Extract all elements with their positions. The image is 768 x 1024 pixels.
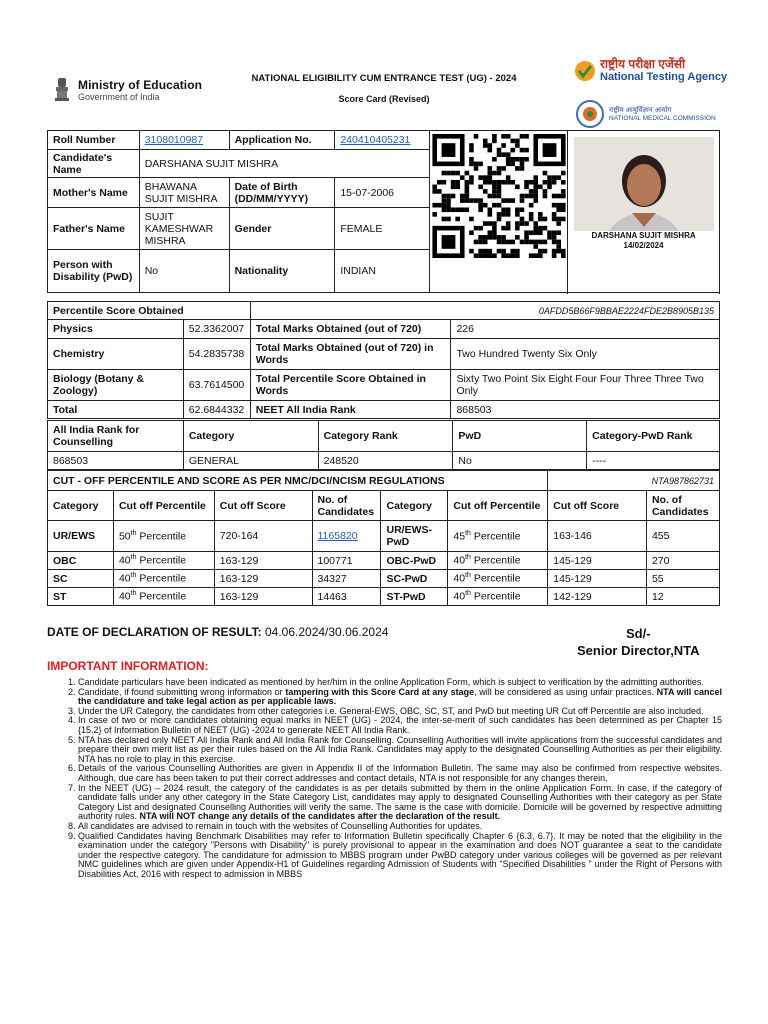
nationality-label: Nationality [229,250,335,293]
cutoff-cell-c1: OBC [48,552,114,570]
cutoff-cell-s2: 145-129 [548,552,647,570]
cutoff-cell-p1: 40th Percentile [113,588,214,606]
application-no-value[interactable] [335,131,430,150]
application-no-link[interactable]: 240410405231 [340,134,411,146]
photo-caption-name: DARSHANA SUJIT MISHRA [591,231,696,240]
cutoff-cell-s2: 142-129 [548,588,647,606]
total-marks-label: Total Marks Obtained (out of 720) [250,320,451,339]
mother-name-label: Mother's Name [48,178,140,208]
cutoff-cell-n1: 34327 [312,570,381,588]
gender-value: FEMALE [335,208,430,250]
ministry-name: Ministry of Education [78,78,203,92]
cutoff-cell-c1: ST [48,588,114,606]
roll-number-value[interactable] [139,131,229,150]
application-no-label: Application No. [229,131,335,150]
rank-category-rank-value: 248520 [318,452,453,470]
cutoff-cell-p1: 50th Percentile [113,521,214,552]
physics-label: Physics [48,320,184,339]
info-item: 6. Details of the various Counselling Authorities are given in Appendix II of the Information Bulletin. The same may also be confirmed from respective websites. Although, due care has been taken to put their correct addresses and contact details, NTA is not responsible for any changes therein. [78,764,722,783]
header [0,0,768,130]
nmc-english-name: NATIONAL MEDICAL COMMISSION [609,115,716,122]
cutoff-cell-c1: SC [48,570,114,588]
marks-words-value: Two Hundred Twenty Six Only [451,339,720,370]
cutoff-cell-s2: 145-129 [548,570,647,588]
cutoff-cell-c1: UR/EWS [48,521,114,552]
cutoff-header-5: Cut off Percentile [448,491,548,521]
photo-caption-date: 14/02/2024 [623,241,664,250]
percentile-words-value: Sixty Two Point Six Eight Four Four Three Three Two Only [451,370,720,401]
marks-words-label: Total Marks Obtained (out of 720) in Words [250,339,451,370]
biology-value: 63.7614500 [183,370,250,401]
nmc-hindi-name: राष्ट्रीय आयुर्विज्ञान आयोग [609,107,672,114]
nationality-value: INDIAN [335,250,430,293]
cutoff-cell-c2: SC-PwD [381,570,448,588]
info-item: 7. In the NEET (UG) – 2024 result, the category of the candidates is as per details submitted by them in the online Application Form. In case, if the category of candidate falls under any other category in the State Category List, candidates may apply to designated Counselling Authorities with their category as per State Category List and designated Counselling Authorities will verify the same. The same is the case with domicile. Domicile will be governed by respective admitting authority rules. NTA will NOT change any details of the candidates after the declaration of the result. [78,784,722,822]
cutoff-cell-p1: 40th Percentile [113,570,214,588]
candidate-photo-cell [568,131,720,293]
gender-label: Gender [229,208,335,250]
cutoff-cell-n2: 12 [646,588,719,606]
info-item: 9. Qualified Candidates having Benchmark Disabilities may refer to Information Bulletin specifically Chapter 6 {6.3, 6.7}. It may be noted that the eligibility in the examination under the category "Persons with Disability" is purely provisional to appear in the examination and does NOT guarantee a seat to the candidate under the respective category. The candidature for admission to MBBS program under PwBD category under various colleges will be governed as per relevant NMC guidelines which are given under Appendix-H1 of Guidelines regarding Admission of Students with "Specified Disabilities " under the Right of Persons with Disabilities Act, 2016 with respect to admission in MBBS [78,832,722,880]
declaration-value: 04.06.2024/30.06.2024 [261,625,389,639]
father-name-label: Father's Name [48,208,140,250]
cutoff-title: CUT - OFF PERCENTILE AND SCORE AS PER NMC/DCI/NCISM REGULATIONS [48,471,548,491]
percentile-words-label: Total Percentile Score Obtained in Words [250,370,451,401]
declaration-label: DATE OF DECLARATION OF RESULT: [47,625,262,639]
nmc-logo [575,99,716,129]
physics-value: 52.3362007 [183,320,250,339]
cutoff-header-3: No. of Candidates [312,491,381,521]
cutoff-row [48,552,720,570]
nmc-seal-icon [575,99,605,129]
rank-pwd-value: No [453,452,587,470]
info-item: 8. All candidates are advised to remain in touch with the websites of Counselling Authorities for updates. [78,822,722,832]
cutoff-cell-n2: 270 [646,552,719,570]
scores-table [47,301,720,419]
percentile-score-label: Percentile Score Obtained [48,302,251,320]
total-value: 62.6844332 [183,401,250,419]
roll-number-label: Roll Number [48,131,140,150]
dob-value: 15-07-2006 [335,178,430,208]
pwd-value: No [139,250,229,293]
air-label: NEET All India Rank [250,401,451,419]
cutoff-cell-p1: 40th Percentile [113,552,214,570]
cutoff-header-7: No. of Candidates [646,491,719,521]
info-item: 2. Candidate, if found submitting wrong information or tampering with this Score Card at any stage, will be considered as using unfair practices. NTA will cancel the candidature and take legal action as per applicable laws. [78,688,722,707]
nta-logo [574,58,727,83]
candidates-count-link[interactable]: 1165820 [317,530,358,542]
info-item: 4. In case of two or more candidates obtaining equal marks in NEET (UG) - 2024, the inter-se-merit of such candidates has been determined as per Chapter 15 {15.2} of Information Bulletin of NEET (UG) -2024 to generate NEET All India Rank. [78,716,722,735]
mother-name-value: BHAWANA SUJIT MISHRA [139,178,229,208]
rank-header-category: Category [183,421,318,452]
cutoff-header-2: Cut off Score [214,491,312,521]
important-info-title: IMPORTANT INFORMATION: [47,659,209,673]
card-title: Score Card (Revised) [338,94,430,104]
pwd-label: Person with Disability (PwD) [48,250,140,293]
father-name-value: SUJIT KAMESHWAR MISHRA [139,208,229,250]
score-hash: 0AFDD5B66F9BBAE2224FDE2B8905B135 [250,302,719,320]
cutoff-cell-n1: 100771 [312,552,381,570]
info-item: 5. NTA has declared only NEET All India Rank and All India Rank for Counselling. Counselling Authorities will invite applications from the successful candidates and prepare their own merit list as per their rules based on the All India Rank. Candidates may apply to the designated Counselling Authorities as per their eligibility. NTA has no role to play in this exercise. [78,736,722,765]
cutoff-header-0: Category [48,491,114,521]
rank-table [47,420,720,470]
total-label: Total [48,401,184,419]
chemistry-value: 54.2835738 [183,339,250,370]
exam-title: NATIONAL ELIGIBILITY CUM ENTRANCE TEST (UG) - 2024 [251,73,517,84]
qr-code-cell [430,131,568,293]
cutoff-cell-s1: 720-164 [214,521,312,552]
cutoff-table [47,470,720,606]
cutoff-cell-n2: 55 [646,570,719,588]
cutoff-row [48,588,720,606]
cutoff-cell-n1[interactable] [312,521,381,552]
rank-header-air: All India Rank for Counselling [48,421,184,452]
cutoff-header-1: Cut off Percentile [113,491,214,521]
roll-number-link[interactable]: 3108010987 [144,134,204,146]
cutoff-cell-c2: OBC-PwD [381,552,448,570]
rank-air-value: 868503 [48,452,184,470]
rank-category-value: GENERAL [183,452,318,470]
cutoff-cell-p2: 40th Percentile [448,570,548,588]
declaration-date [47,625,388,639]
cutoff-cell-s1: 163-129 [214,552,312,570]
candidate-photo [574,137,714,251]
biology-label: Biology (Botany & Zoology) [48,370,184,401]
rank-category-pwd-value: ---- [587,452,720,470]
important-info-list [62,678,722,879]
cutoff-cell-s2: 163-146 [548,521,647,552]
candidate-name-label: Candidate's Name [48,150,140,178]
nta-english-name: National Testing Agency [600,71,728,83]
info-item: 1. Candidate particulars have been indicated as mentioned by her/him in the online Application Form, which is subject to verification by the admitting authorities. [78,678,722,688]
cutoff-cell-p2: 40th Percentile [448,588,548,606]
chemistry-label: Chemistry [48,339,184,370]
cutoff-cell-p2: 45th Percentile [448,521,548,552]
rank-header-category-pwd-rank: Category-PwD Rank [587,421,720,452]
cutoff-cell-p2: 40th Percentile [448,552,548,570]
nta-check-icon [574,60,596,82]
air-value: 868503 [451,401,720,419]
nta-hindi-name: राष्ट्रीय परीक्षा एजेंसी [600,57,686,71]
cutoff-cell-s1: 163-129 [214,570,312,588]
total-marks-value: 226 [451,320,720,339]
cutoff-cell-c2: ST-PwD [381,588,448,606]
cutoff-row [48,570,720,588]
cutoff-header-6: Cut off Score [548,491,647,521]
cutoff-hash: NTA987862731 [548,471,720,491]
cutoff-header-4: Category [381,491,448,521]
rank-header-category-rank: Category Rank [318,421,453,452]
qr-code-icon [432,134,566,258]
info-item: 3. Under the UR Category, the candidates from other categories i.e. General-EWS, OBC, SC, ST, and PwD but meeting UR Cut off Percentile are also included. [78,707,722,717]
cutoff-cell-n2: 455 [646,521,719,552]
cutoff-cell-c2: UR/EWS-PwD [381,521,448,552]
signed-mark: Sd/- [626,626,651,641]
signatory: Senior Director,NTA [577,643,700,658]
cutoff-cell-s1: 163-129 [214,588,312,606]
cutoff-row [48,521,720,552]
rank-header-pwd: PwD [453,421,587,452]
dob-label: Date of Birth (DD/MM/YYYY) [229,178,335,208]
cutoff-cell-n1: 14463 [312,588,381,606]
candidate-name-value: DARSHANA SUJIT MISHRA [139,150,429,178]
government-name: Government of India [78,92,160,102]
candidate-details-table [47,130,720,293]
